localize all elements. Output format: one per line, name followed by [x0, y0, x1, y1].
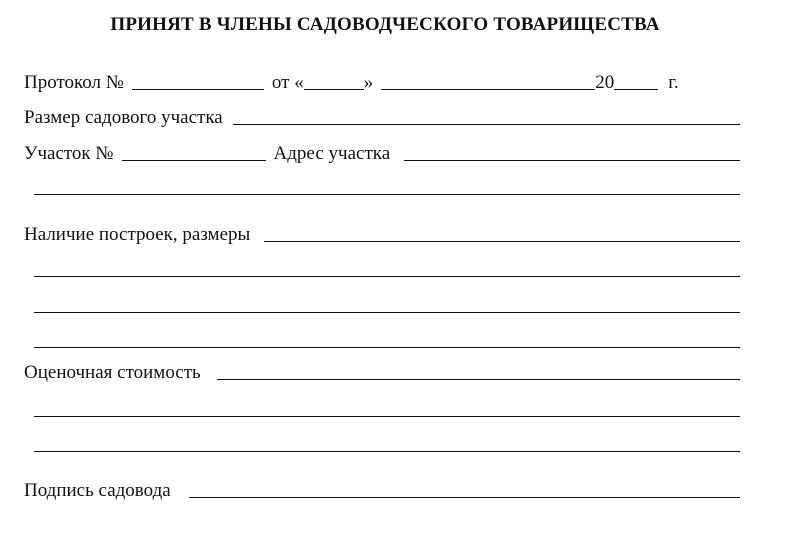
- signature-row: [24, 478, 740, 502]
- year-prefix: 20: [595, 72, 615, 93]
- valuation-field[interactable]: [217, 379, 740, 380]
- buildings-row: [24, 222, 740, 246]
- valuation-field-line-2[interactable]: [34, 416, 740, 417]
- plot-number-row: [24, 141, 740, 165]
- plot-size-field[interactable]: [233, 124, 740, 125]
- buildings-field-line-2[interactable]: [34, 276, 740, 277]
- valuation-row: [24, 360, 740, 384]
- signature-label: Подпись садовода: [24, 480, 171, 501]
- signature-field[interactable]: [189, 497, 740, 498]
- valuation-label: Оценочная стоимость: [24, 362, 201, 383]
- plot-address-field[interactable]: [404, 160, 740, 161]
- plot-number-label: Участок №: [24, 143, 114, 164]
- buildings-field[interactable]: [264, 241, 740, 242]
- date-day-field[interactable]: [304, 89, 364, 90]
- date-quote-close: »: [363, 72, 374, 93]
- plot-size-row: [24, 105, 740, 129]
- buildings-field-line-3[interactable]: [34, 312, 740, 313]
- protocol-number-field[interactable]: [132, 89, 264, 90]
- form-title: ПРИНЯТ В ЧЛЕНЫ САДОВОДЧЕСКОГО ТОВАРИЩЕСТВА: [110, 14, 660, 35]
- date-from-label: от «: [271, 72, 304, 93]
- valuation-field-line-3[interactable]: [34, 451, 740, 452]
- protocol-label: Протокол №: [24, 72, 124, 93]
- plot-size-label: Размер садового участка: [24, 107, 223, 128]
- protocol-row: [24, 70, 740, 94]
- plot-address-field-line-2[interactable]: [34, 194, 740, 195]
- date-year-field[interactable]: [614, 89, 658, 90]
- buildings-field-line-4[interactable]: [34, 347, 740, 348]
- plot-number-field[interactable]: [122, 160, 266, 161]
- plot-address-label: Адрес участка: [273, 143, 391, 164]
- buildings-label: Наличие построек, размеры: [24, 224, 251, 245]
- year-suffix: г.: [668, 72, 679, 93]
- date-month-field[interactable]: [381, 89, 595, 90]
